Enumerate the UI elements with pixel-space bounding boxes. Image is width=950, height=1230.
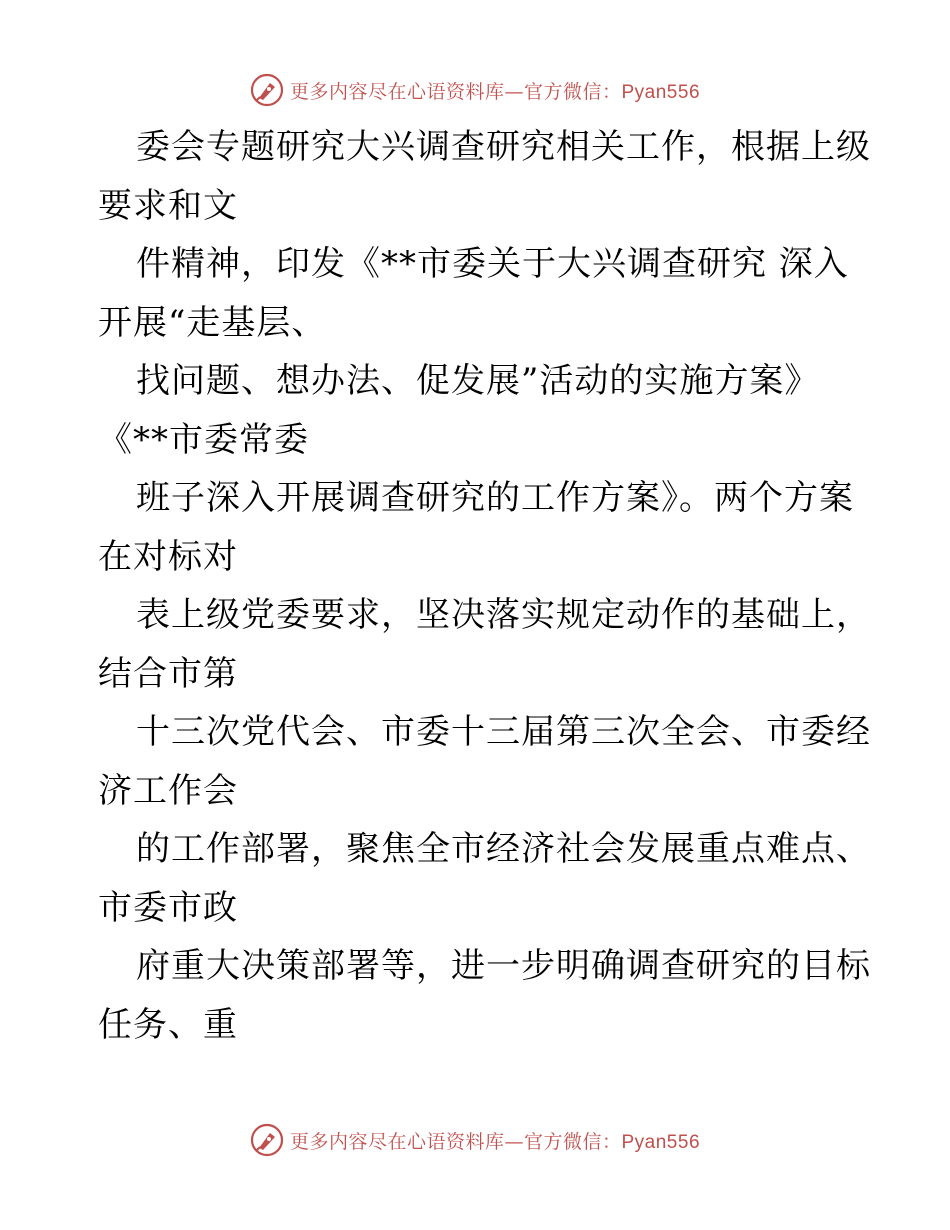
text-line: 济工作会 [98, 770, 238, 811]
banner-text [290, 1127, 700, 1154]
text-line: 的工作部署，聚焦全市经济社会发展重点难点、 [136, 829, 871, 869]
pen-nib-logo-icon [250, 73, 284, 107]
banner-label: 更多内容尽在心语资料库—官方微信： [289, 1130, 622, 1153]
text-line: 府重大决策部署等，进一步明确调查研究的目标 [136, 946, 871, 986]
footer-banner [0, 1120, 950, 1160]
body-text [98, 118, 871, 1054]
text-line: 任务、重 [98, 1004, 238, 1045]
text-line: 找问题、想办法、促发展”活动的实施方案》 [136, 361, 820, 401]
text-line: 表上级党委要求，坚决落实规定动作的基础上， [136, 595, 871, 635]
text-line: 班子深入开展调查研究的工作方案》。两个方案 [136, 478, 854, 518]
text-line: 《**市委常委 [98, 419, 309, 460]
text-line: 件精神，印发《**市委关于大兴调查研究 深入 [136, 244, 849, 284]
banner-handle: Pyan556 [621, 81, 701, 103]
banner-text [290, 77, 700, 104]
text-line: 十三次党代会、市委十三届第三次全会、市委经 [136, 712, 871, 752]
header-banner [0, 70, 950, 110]
text-line: 开展“走基层、 [98, 302, 327, 343]
text-line: 委会专题研究大兴调查研究相关工作，根据上级 [136, 127, 871, 167]
banner-handle: Pyan556 [621, 1131, 701, 1153]
pen-nib-logo-icon [250, 1123, 284, 1157]
text-line: 在对标对 [98, 536, 238, 577]
text-line: 要求和文 [98, 185, 238, 226]
text-line: 结合市第 [98, 653, 238, 694]
text-line: 市委市政 [98, 887, 238, 928]
banner-label: 更多内容尽在心语资料库—官方微信： [289, 80, 622, 103]
